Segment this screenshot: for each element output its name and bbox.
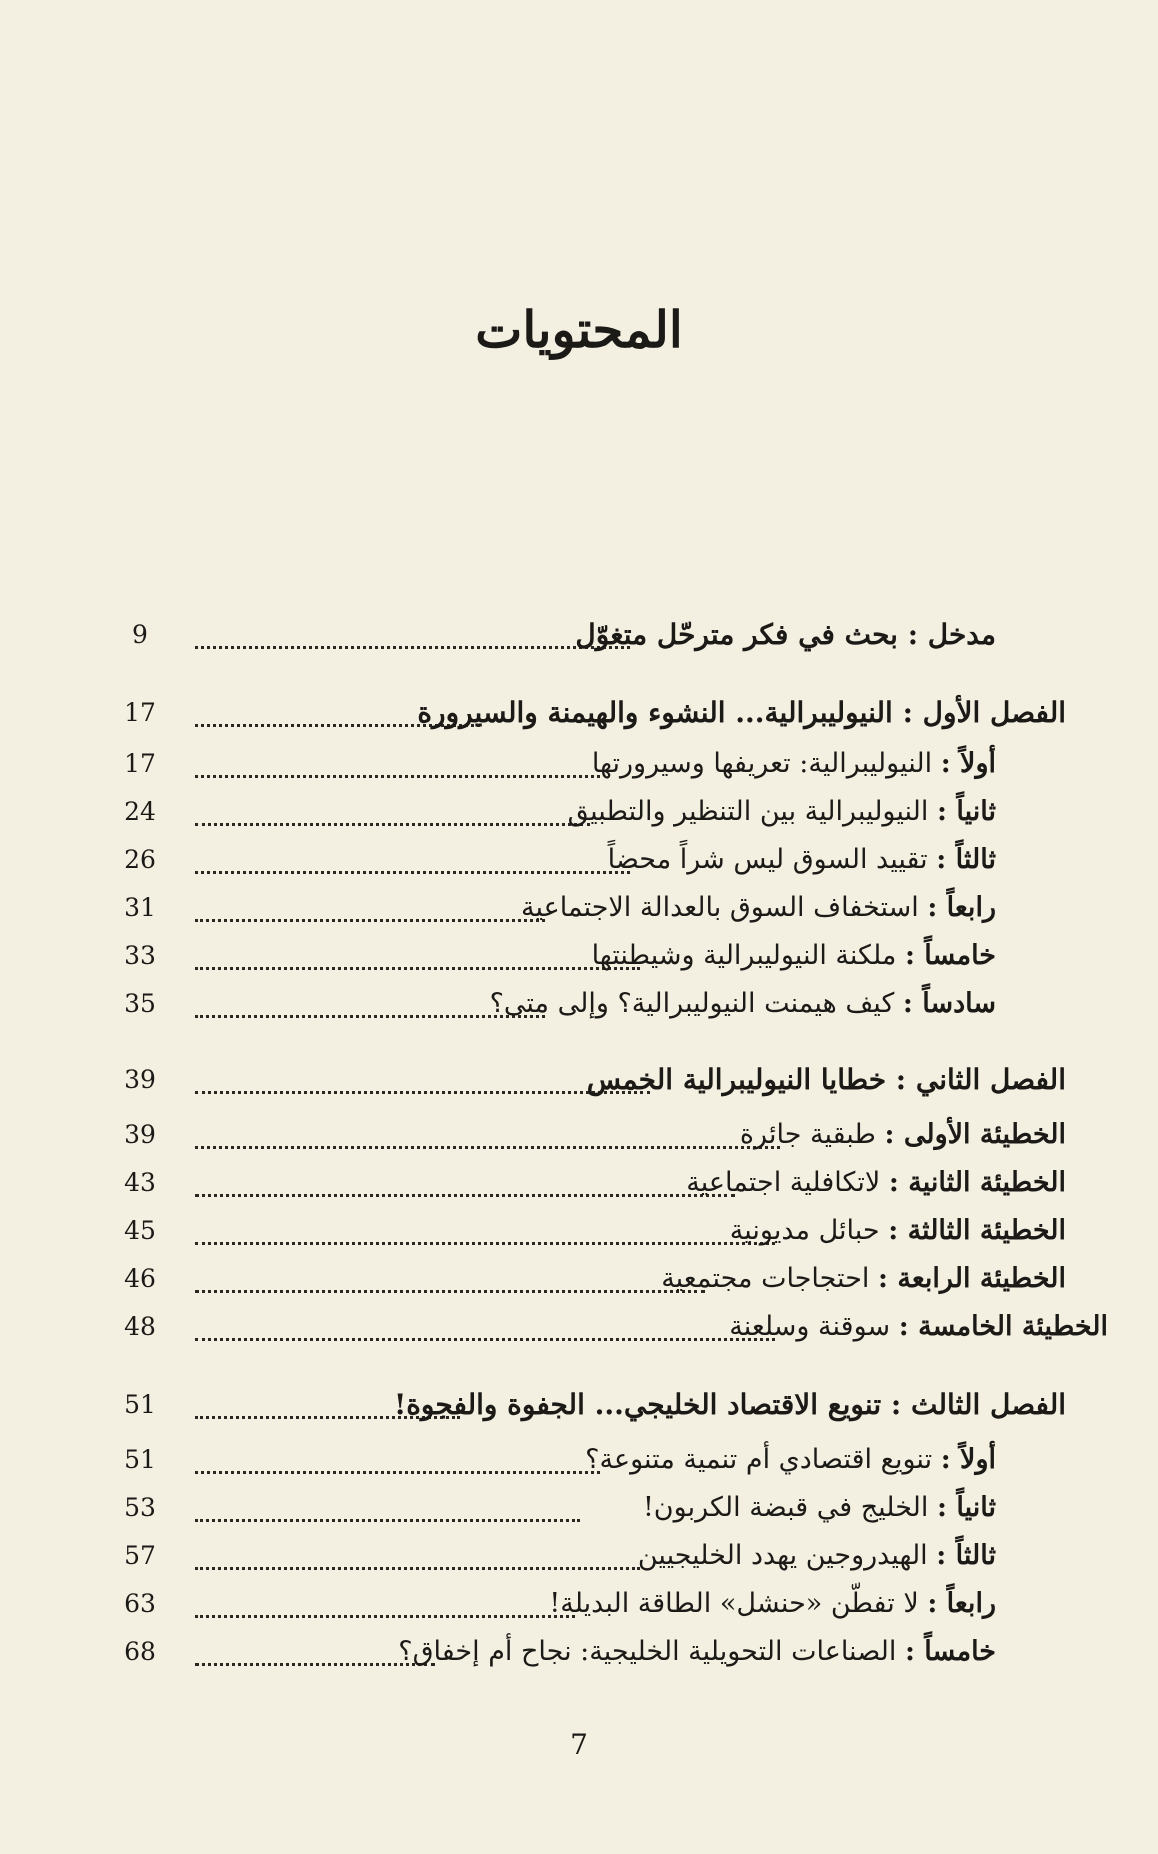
dot-leader (195, 1318, 775, 1341)
toc-entry-title: تنويع اقتصادي أم تنمية متنوعة؟ (585, 1444, 933, 1475)
toc-entry-text (585, 1437, 996, 1483)
dot-leader (195, 899, 545, 922)
toc-page-number: 26 (124, 845, 156, 874)
toc-entry-label: الفصل الأول : (902, 696, 1066, 729)
toc-entry (0, 1581, 1158, 1627)
toc-entry-title: تقييد السوق ليس شراً محضاً (607, 844, 928, 875)
dot-leader (195, 1270, 705, 1293)
toc-entry-title: لا تفطّن «حنشل» الطاقة البديلة! (549, 1588, 919, 1619)
toc-entry-title: سوقنة وسلعنة (729, 1311, 891, 1342)
toc-entry (0, 1208, 1158, 1254)
toc-page-number: 24 (124, 797, 156, 826)
toc-entry-text (643, 1485, 996, 1531)
toc-entry (0, 1629, 1158, 1675)
dot-leader (195, 1126, 780, 1149)
toc-entry-label: خامساً : (904, 1636, 996, 1667)
toc-entry (0, 1533, 1158, 1579)
toc-entry (0, 1382, 1158, 1428)
toc-entry-text (549, 1581, 996, 1627)
dot-leader (195, 1595, 575, 1618)
toc-entry (0, 1485, 1158, 1531)
toc-entry-title: استخفاف السوق بالعدالة الاجتماعية (521, 892, 919, 923)
toc-entry-text (592, 741, 996, 787)
toc-entry-title: الصناعات التحويلية الخليجية: نجاح أم إخفاق؟ (398, 1636, 897, 1667)
toc-entry-text (568, 789, 996, 835)
toc-page-number: 63 (124, 1589, 156, 1618)
toc-entry-title: الخليج في قبضة الكربون! (642, 1492, 929, 1523)
toc-entry-text (575, 612, 996, 658)
dot-leader (195, 851, 630, 874)
toc-entry-label: خامساً : (904, 940, 996, 971)
toc-entry-label: أولاً : (940, 1444, 996, 1475)
toc-entry-text (730, 1208, 1066, 1254)
toc-page-number: 45 (124, 1216, 156, 1245)
dot-leader (195, 1451, 600, 1474)
toc-entry-title: النيوليبرالية... النشوء والهيمنة والسيرورة (417, 696, 893, 729)
toc-entry (0, 933, 1158, 979)
page-number: 7 (570, 1728, 588, 1761)
dot-leader (195, 1547, 640, 1570)
toc-entry-label: رابعاً : (927, 1588, 996, 1619)
toc-entry-text (608, 837, 996, 883)
toc-entry-text (638, 1533, 996, 1579)
toc-entry (0, 1112, 1158, 1158)
toc-entry-text (521, 885, 996, 931)
toc-page-number: 51 (124, 1445, 156, 1474)
dot-leader (195, 1499, 580, 1522)
dot-leader (195, 1174, 735, 1197)
toc-entry-text (729, 1304, 1108, 1350)
toc-entry-title: الهيدروجين يهدد الخليجيين (637, 1540, 928, 1571)
toc-entry-label: أولاً : (940, 748, 996, 779)
toc-entry-text (587, 1057, 1066, 1103)
toc-entry-label: ثانياً : (937, 796, 996, 827)
toc-entry-text (592, 933, 996, 979)
toc-entry-title: كيف هيمنت النيوليبرالية؟ وإلى متى؟ (489, 988, 895, 1019)
toc-entry-label: الخطيئة الخامسة : (898, 1311, 1108, 1342)
toc-entry (0, 1057, 1158, 1103)
dot-leader (195, 755, 600, 778)
toc-page-number: 57 (124, 1541, 156, 1570)
toc-entry-label: الخطيئة الأولى : (884, 1119, 1066, 1150)
toc-page-number: 48 (124, 1312, 156, 1341)
toc-entry-label: الخطيئة الرابعة : (878, 1263, 1066, 1294)
toc-page-number: 9 (132, 620, 148, 649)
dot-leader (195, 626, 630, 649)
toc-entry-text (686, 1160, 1066, 1206)
toc-entry (0, 981, 1158, 1027)
dot-leader (195, 803, 590, 826)
toc-page-number: 17 (124, 749, 156, 778)
toc-entry (0, 789, 1158, 835)
toc-entry-title: النيوليبرالية: تعريفها وسيرورتها (591, 748, 933, 779)
toc-entry-label: الفصل الثالث : (890, 1388, 1066, 1421)
toc-page-number: 39 (124, 1120, 156, 1149)
toc-entry (0, 1256, 1158, 1302)
toc-entry-title: حبائل مديونية (729, 1215, 880, 1246)
toc-entry-text (661, 1256, 1066, 1302)
toc-entry-title: ملكنة النيوليبرالية وشيطنتها (591, 940, 897, 971)
toc-entry-text (398, 1629, 996, 1675)
toc-page-number: 46 (124, 1264, 156, 1293)
toc-entry-title: احتجاجات مجتمعية (661, 1263, 870, 1294)
toc-entry-label: رابعاً : (927, 892, 996, 923)
toc-entry-title: تنويع الاقتصاد الخليجي... الجفوة والفجوة! (393, 1388, 882, 1421)
toc-entry-title: لاتكافلية اجتماعية (686, 1167, 881, 1198)
dot-leader (195, 947, 640, 970)
toc-page-number: 68 (124, 1637, 156, 1666)
toc-entry (0, 885, 1158, 931)
toc-entry-label: الفصل الثاني : (895, 1063, 1066, 1096)
toc-entry (0, 612, 1158, 658)
toc-entry (0, 690, 1158, 736)
toc-page-number: 53 (124, 1493, 156, 1522)
toc-page-number: 35 (124, 989, 156, 1018)
toc-entry-text (740, 1112, 1066, 1158)
toc-entry (0, 1160, 1158, 1206)
toc-entry-title: طبقية جائرة (739, 1119, 876, 1150)
toc-page-number: 33 (124, 941, 156, 970)
toc-entry-label: الخطيئة الثانية : (888, 1167, 1066, 1198)
toc-page-number: 39 (124, 1065, 156, 1094)
toc-page-number: 31 (124, 893, 156, 922)
toc-entry-text (490, 981, 996, 1027)
toc-entry-text (394, 1382, 1066, 1428)
toc-entry-label: سادساً : (902, 988, 996, 1019)
toc-entry-title: خطايا النيوليبرالية الخمس (586, 1063, 887, 1096)
toc-entry-label: ثالثاً : (936, 844, 996, 875)
toc-entry-text (417, 690, 1066, 736)
toc-entry (0, 1304, 1158, 1350)
page-title: المحتويات (475, 300, 683, 359)
toc-entry (0, 741, 1158, 787)
toc-page-number: 51 (124, 1390, 156, 1419)
toc-entry (0, 837, 1158, 883)
toc-entry-label: ثانياً : (937, 1492, 996, 1523)
toc-page-number: 17 (124, 698, 156, 727)
toc-entry-label: مدخل : (907, 618, 996, 651)
dot-leader (195, 1222, 775, 1245)
toc-page-number: 43 (124, 1168, 156, 1197)
toc-entry-title: النيوليبرالية بين التنظير والتطبيق (567, 796, 929, 827)
toc-entry (0, 1437, 1158, 1483)
toc-entry-title: بحث في فكر مترحّل متغوّل (575, 618, 898, 651)
toc-entry-label: ثالثاً : (936, 1540, 996, 1571)
toc-entry-label: الخطيئة الثالثة : (888, 1215, 1066, 1246)
dot-leader (195, 1071, 650, 1094)
